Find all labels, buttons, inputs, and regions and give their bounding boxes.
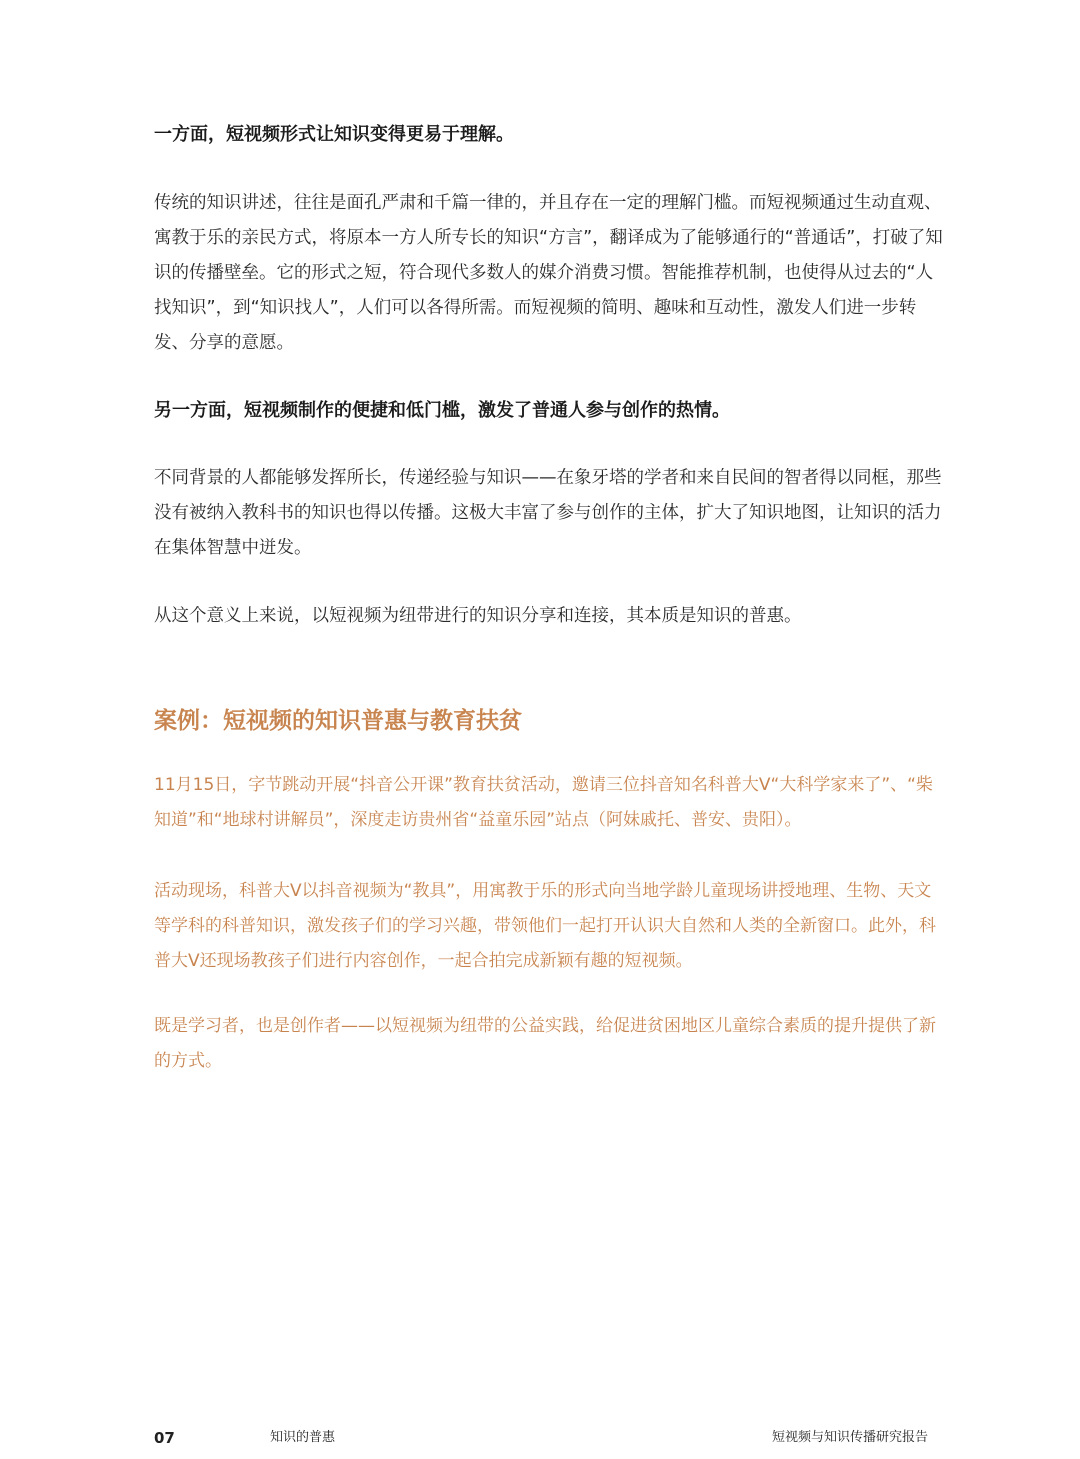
footer-report-title: 短视频与知识传播研究报告 (771, 1430, 928, 1445)
page-number: 07 (154, 1429, 175, 1447)
case-paragraph-3: 既是学习者，也是创作者——以短视频为纽带的公益实践，给促进贫困地区儿童综合素质的提升提供了新的方式。 (154, 1016, 936, 1071)
section-heading-1: 一方面，短视频形式让知识变得更易于理解。 (154, 124, 514, 145)
paragraph-conclusion: 从这个意义上来说，以短视频为纽带进行的知识分享和连接，其本质是知识的普惠。 (154, 606, 802, 626)
paragraph-traditional-knowledge: 传统的知识讲述，往往是面孔严肃和千篇一律的，并且存在一定的理解门槛。而短视频通过生动直观、寓教于乐的亲民方式，将原本一方人所专长的知识“方言”，翻译成为了能够通行的“普通话”，打破了知识的传播壁垒。它的形式之短，符合现代多数人的媒介消费习惯。智能推荐机制，也使得从过去的“人找知识”，到“知识找人”，人们可以各得所需。而短视频的简明、趣味和互动性，激发人们进一步转发、分享的意愿。 (154, 193, 943, 353)
case-paragraph-1: 11月15日，字节跳动开展“抖音公开课”教育扶贫活动，邀请三位抖音知名科普大V“大科学家来了”、“柴知道”和“地球村讲解员”，深度走访贵州省“益童乐园”站点（阿妹戚托、普安、贵阳）。 (154, 775, 933, 830)
paragraph-creators: 不同背景的人都能够发挥所长，传递经验与知识——在象牙塔的学者和来自民间的智者得以同框，那些没有被纳入教科书的知识也得以传播。这极大丰富了参与创作的主体，扩大了知识地图，让知识的活力在集体智慧中迸发。 (154, 468, 942, 558)
section-heading-2: 另一方面，短视频制作的便捷和低门槛，激发了普通人参与创作的热情。 (154, 400, 730, 421)
footer-section-name: 知识的普惠 (270, 1430, 336, 1445)
case-title: 案例：短视频的知识普惠与教育扶贫 (154, 708, 522, 734)
case-paragraph-2: 活动现场，科普大V以抖音视频为“教具”，用寓教于乐的形式向当地学龄儿童现场讲授地理、生物、天文等学科的科普知识，激发孩子们的学习兴趣，带领他们一起打开认识大自然和人类的全新窗口。此外，科普大V还现场教孩子们进行内容创作，一起合拍完成新颖有趣的短视频。 (154, 881, 936, 971)
